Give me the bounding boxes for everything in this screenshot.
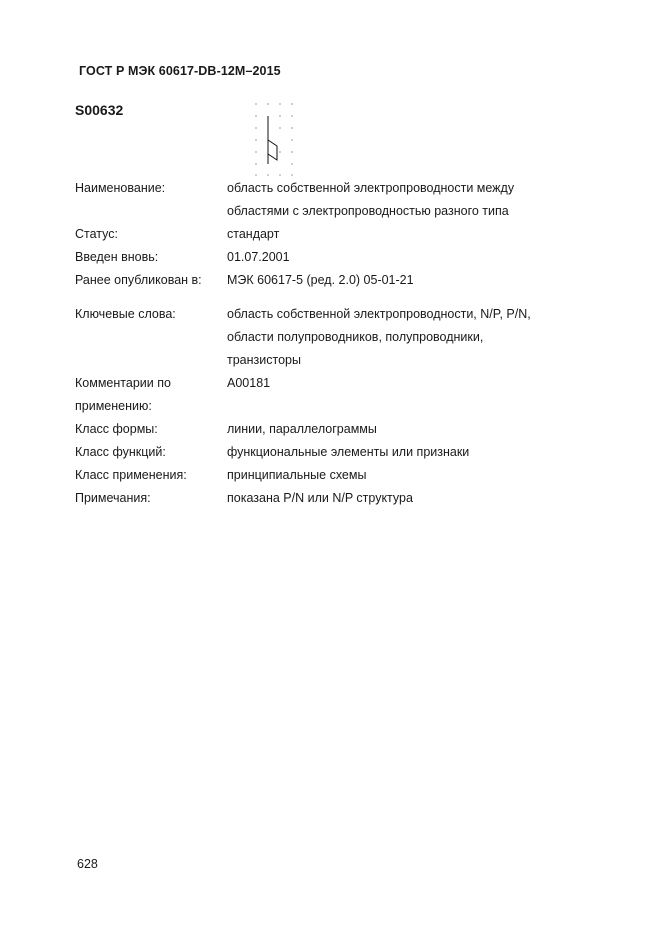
document-header: ГОСТ Р МЭК 60617-DB-12M–2015	[79, 64, 281, 78]
symbol-graphic	[250, 98, 300, 178]
field-function-class-value: функциональные элементы или признаки	[227, 445, 470, 459]
field-status-value: стандарт	[227, 227, 280, 241]
field-application-comments-label-line: применению:	[75, 399, 152, 413]
field-application-comments-value: A00181	[227, 376, 271, 390]
field-name-line: область собственной электропроводности между	[227, 181, 515, 195]
field-application-comments	[75, 372, 635, 418]
field-status-label: Статус:	[75, 227, 118, 241]
field-keywords-line: область собственной электропроводности, N/P, P/N,	[227, 307, 531, 321]
field-notes	[75, 487, 635, 510]
field-application-class	[75, 464, 635, 487]
field-keywords	[75, 303, 635, 372]
field-status	[75, 223, 635, 246]
symbol-grid-dots	[255, 103, 292, 175]
page-number: 628	[77, 857, 98, 871]
field-introduced	[75, 246, 635, 269]
field-form-class	[75, 418, 635, 441]
symbol-code: S00632	[75, 102, 124, 118]
field-previously-published	[75, 269, 635, 292]
field-introduced-value: 01.07.2001	[227, 250, 290, 264]
field-application-comments-label-line: Комментарии по	[75, 376, 171, 390]
field-notes-label: Примечания:	[75, 491, 151, 505]
field-name	[75, 177, 635, 223]
field-function-class	[75, 441, 635, 464]
symbol-parallelogram	[268, 140, 277, 160]
section-gap	[75, 292, 635, 303]
field-keywords-line: области полупроводников, полупроводники,	[227, 330, 484, 344]
field-application-comments-label	[75, 372, 227, 418]
field-application-class-value: принципиальные схемы	[227, 468, 367, 482]
field-form-class-label: Класс формы:	[75, 422, 158, 436]
field-name-label: Наименование:	[75, 181, 166, 195]
field-name-value	[227, 177, 635, 223]
field-function-class-label: Класс функций:	[75, 445, 166, 459]
field-keywords-value	[227, 303, 635, 372]
field-previously-published-label: Ранее опубликован в:	[75, 273, 202, 287]
field-introduced-label: Введен вновь:	[75, 250, 159, 264]
field-form-class-value: линии, параллелограммы	[227, 422, 377, 436]
field-name-line: областями с электропроводностью разного типа	[227, 204, 509, 218]
field-notes-value: показана P/N или N/P структура	[227, 491, 413, 505]
field-previously-published-value: МЭК 60617-5 (ред. 2.0) 05-01-21	[227, 273, 414, 287]
field-keywords-line: транзисторы	[227, 353, 301, 367]
field-keywords-label: Ключевые слова:	[75, 307, 176, 321]
field-application-class-label: Класс применения:	[75, 468, 187, 482]
field-list	[75, 177, 635, 510]
